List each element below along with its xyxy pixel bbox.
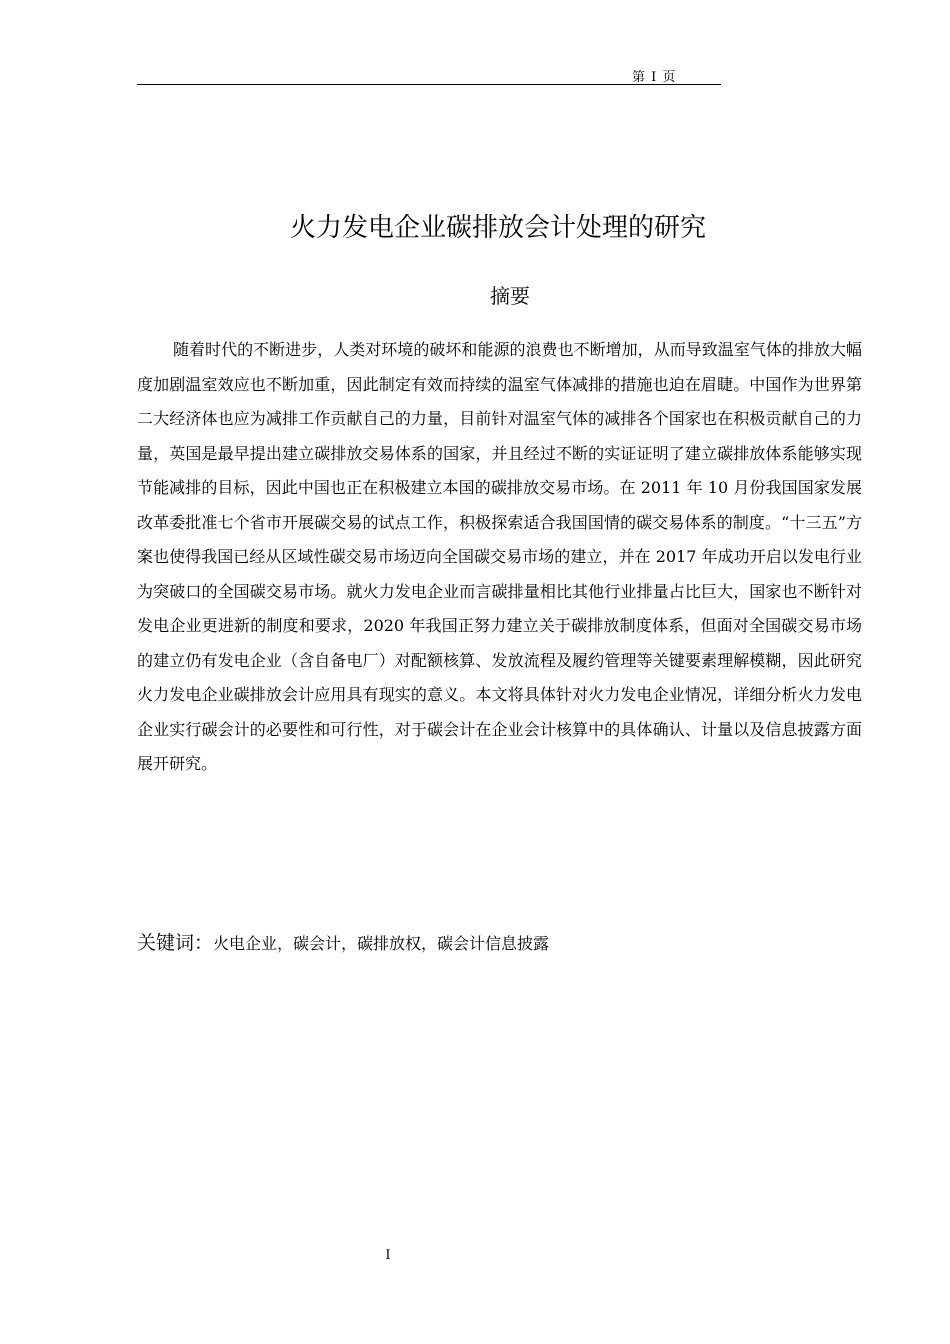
keywords-label: 关键词：: [137, 932, 214, 954]
keywords-line: [137, 928, 862, 959]
document-title: 火力发电企业碳排放会计处理的研究: [289, 213, 706, 243]
abstract-paragraph: 随着时代的不断进步，人类对环境的破坏和能源的浪费也不断增加，从而导致温室气体的排放大幅度加剧温室效应也不断加重，因此制定有效而持续的温室气体减排的措施也迫在眉睫。中国作为世界第二大经济体也应为减排工作贡献自己的力量，目前针对温室气体的减排各个国家也在积极贡献自己的力量，英国是最早提出建立碳排放交易体系的国家，并且经过不断的实证证明了建立碳排放体系能够实现节能减排的目标，因此中国也正在积极建立本国的碳排放交易市场。在 2011 年 10 月份我国国家发展改革委批准七个省市开展碳交易的试点工作，积极探索适合我国国情的碳交易体系的制度。“十三五”方案也使得我国已经从区域性碳交易市场迈向全国碳交易市场的建立，并在 2017 年成功开启以发电行业为突破口的全国碳交易市场。就火力发电企业而言碳排量相比其他行业排量占比巨大，国家也不断针对发电企业更进新的制度和要求，2020 年我国正努力建立关于碳排放制度体系，但面对全国碳交易市场的建立仍有发电企业（含自备电厂）对配额核算、发放流程及履约管理等关键要素理解模糊，因此研究火力发电企业碳排放会计应用具有现实的意义。本文将具体针对火力发电企业情况，详细分析火力发电企业实行碳会计的必要性和可行性，对于碳会计在企业会计核算中的具体确认、计量以及信息披露方面展开研究。: [137, 340, 862, 773]
footer-page-number: I: [385, 1248, 391, 1263]
header-page-label: 第 I 页: [632, 70, 677, 85]
keywords-value: 火电企业，碳会计，碳排放权，碳会计信息披露: [213, 934, 550, 953]
section-title: 摘要: [490, 284, 530, 308]
